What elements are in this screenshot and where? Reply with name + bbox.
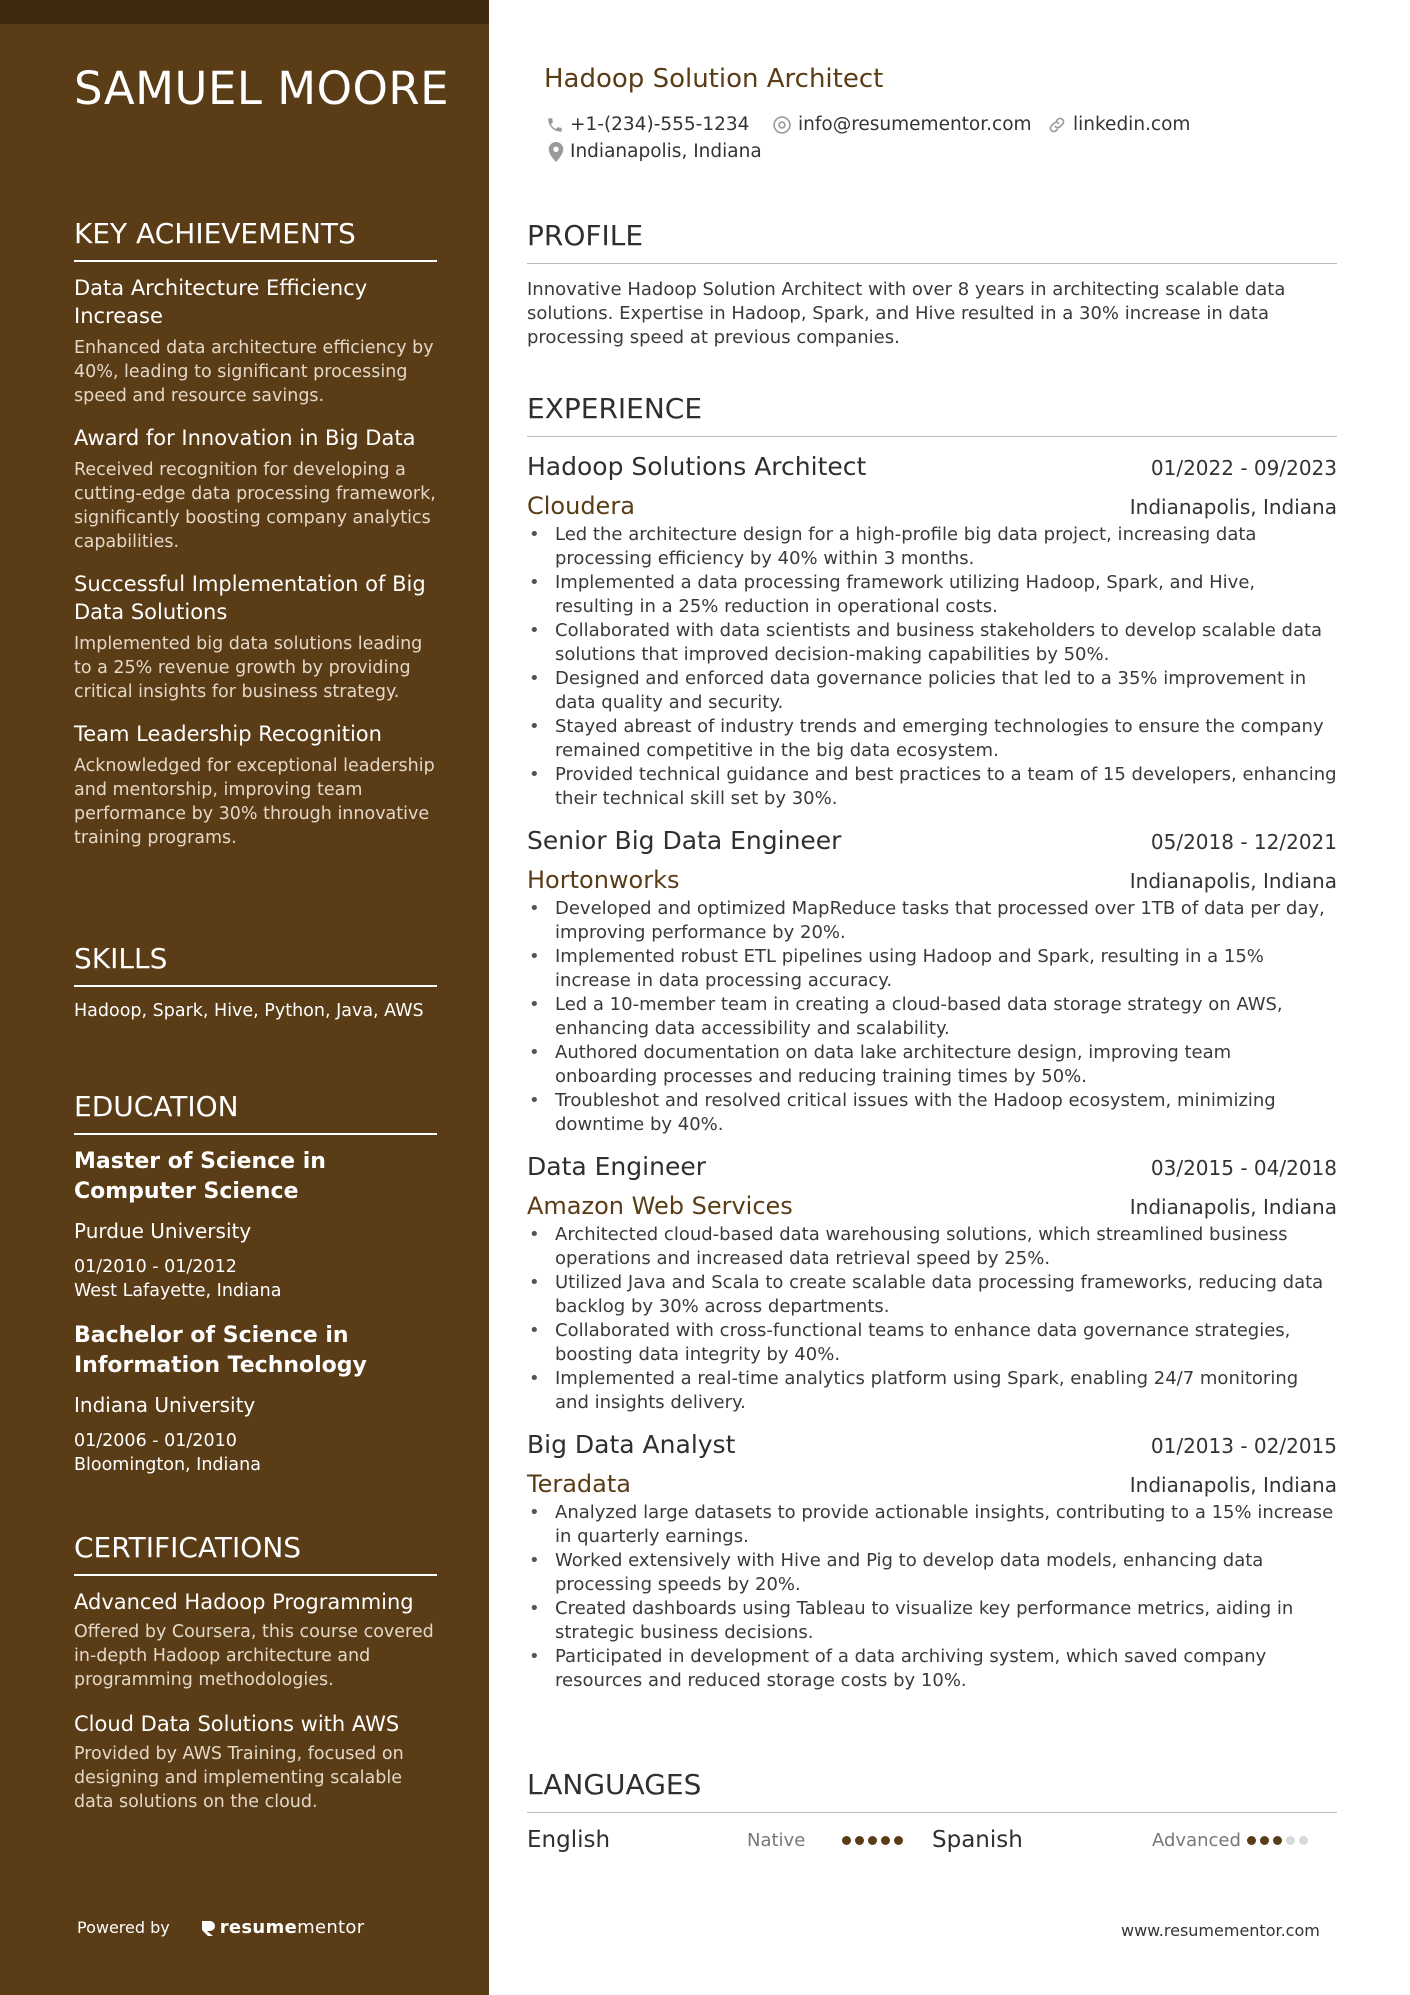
education-list: [74, 1147, 437, 1477]
certification-item: [74, 1588, 437, 1692]
job-bullet: • Designed and enforced data governance policies that led to a 35% improvement in data quality and security.: [527, 667, 1337, 715]
language-rating: [842, 1836, 903, 1845]
education-dates: 01/2006 - 01/2010: [74, 1431, 237, 1451]
job-bullet: • Worked extensively with Hive and Pig to develop data models, enhancing data processing speeds by 20%.: [527, 1549, 1337, 1597]
job-role-title: Hadoop Solution Architect: [544, 64, 884, 94]
job-header: [527, 825, 1337, 857]
contact-location: [548, 141, 762, 162]
location-pin-icon: [548, 142, 564, 162]
language-level: Native: [747, 1829, 806, 1851]
job-bullet: • Collaborated with cross-functional teams to enhance data governance strategies, boosting data integrity by 40%.: [527, 1319, 1337, 1367]
education-meta: [74, 1429, 437, 1477]
achievement-title: Award for Innovation in Big Data: [74, 426, 416, 450]
job-subheader: [527, 1191, 1337, 1221]
job-title: Hadoop Solutions Architect: [527, 452, 867, 481]
languages-list: [527, 1827, 1337, 1853]
job-company: Hortonworks: [527, 866, 680, 894]
job-entry: [527, 825, 1337, 1137]
certifications-heading: CERTIFICATIONS: [74, 1534, 437, 1576]
achievements-list: [74, 274, 437, 850]
job-bullet: • Implemented robust ETL pipelines using Hadoop and Spark, resulting in a 15% increase in data processing accuracy.: [527, 945, 1337, 993]
job-location: Indianapolis, Indiana: [1129, 869, 1337, 893]
contact-phone[interactable]: [546, 114, 749, 135]
rating-dot-icon: [868, 1836, 877, 1845]
brand-light: mentor: [297, 1917, 365, 1938]
certification-title: Cloud Data Solutions with AWS: [74, 1712, 400, 1736]
certifications-section: [74, 1531, 437, 1832]
job-bullet: • Authored documentation on data lake architecture design, improving team onboarding processes and reducing training times by 50%.: [527, 1041, 1337, 1089]
achievement-description: Acknowledged for exceptional leadership and mentorship, improving team performance by 30% through innovative training programs.: [74, 756, 435, 848]
achievement-item: [74, 570, 437, 704]
job-location: Indianapolis, Indiana: [1129, 495, 1337, 519]
certification-description: Offered by Coursera, this course covered in-depth Hadoop architecture and programming methodologies.: [74, 1622, 434, 1690]
job-company: Teradata: [527, 1470, 631, 1498]
key-achievements-heading: KEY ACHIEVEMENTS: [74, 220, 437, 262]
rating-dot-icon: [881, 1836, 890, 1845]
rating-dot-icon: [894, 1836, 903, 1845]
certification-description: Provided by AWS Training, focused on designing and implementing scalable data solutions on the cloud.: [74, 1744, 404, 1812]
education-school: Indiana University: [74, 1393, 256, 1417]
job-bullets: [527, 897, 1337, 1137]
rating-dot-icon: [855, 1836, 864, 1845]
job-bullet: • Analyzed large datasets to provide actionable insights, contributing to a 15% increase in quarterly earnings.: [527, 1501, 1337, 1549]
language-rating: [1247, 1836, 1308, 1845]
powered-by-label: Powered by: [77, 1918, 170, 1937]
job-title: Big Data Analyst: [527, 1430, 736, 1459]
achievement-description: Implemented big data solutions leading to a 25% revenue growth by providing critical insights for business strategy.: [74, 634, 423, 702]
certification-item: [74, 1710, 437, 1814]
powered-by: [77, 1917, 364, 1938]
rating-dot-icon: [1299, 1836, 1308, 1845]
certification-title: Advanced Hadoop Programming: [74, 1590, 414, 1614]
jobs-list: [527, 451, 1337, 1693]
skills-heading: SKILLS: [74, 945, 437, 987]
achievement-item: [74, 424, 437, 554]
email-text: info@resumementor.com: [798, 114, 1032, 135]
skills-section: [74, 942, 437, 1023]
job-bullet: • Led a 10-member team in creating a cloud-based data storage strategy on AWS, enhancing data accessibility and scalability.: [527, 993, 1337, 1041]
job-subheader: [527, 865, 1337, 895]
education-dates: 01/2010 - 01/2012: [74, 1257, 237, 1277]
education-item: [74, 1321, 437, 1477]
job-entry: [527, 1429, 1337, 1693]
job-bullet: • Utilized Java and Scala to create scalable data processing frameworks, reducing data backlog by 30% across departments.: [527, 1271, 1337, 1319]
job-dates: 03/2015 - 04/2018: [1150, 1156, 1337, 1180]
candidate-name: SAMUEL MOORE: [74, 62, 450, 115]
job-company: Cloudera: [527, 492, 635, 520]
job-entry: [527, 1151, 1337, 1415]
sidebar: [0, 0, 489, 1995]
education-school: Purdue University: [74, 1219, 252, 1243]
languages-heading: LANGUAGES: [527, 1771, 1337, 1813]
sidebar-top-bar: [0, 0, 489, 24]
contact-linkedin[interactable]: [1047, 114, 1190, 135]
achievement-item: [74, 274, 437, 408]
profile-heading: PROFILE: [527, 222, 1337, 264]
education-section: [74, 1090, 437, 1495]
job-bullets: [527, 1223, 1337, 1415]
job-header: [527, 451, 1337, 483]
education-location: West Lafayette, Indiana: [74, 1281, 282, 1301]
rating-dot-icon: [1260, 1836, 1269, 1845]
job-bullet: • Troubleshot and resolved critical issues with the Hadoop ecosystem, minimizing downtime by 40%.: [527, 1089, 1337, 1137]
rating-dot-icon: [1247, 1836, 1256, 1845]
job-dates: 01/2013 - 02/2015: [1150, 1434, 1337, 1458]
job-bullet: • Participated in development of a data archiving system, which saved company resources and reduced storage costs by 10%.: [527, 1645, 1337, 1693]
footer-url[interactable]: www.resumementor.com: [1121, 1921, 1320, 1940]
at-sign-icon: [772, 115, 792, 135]
experience-section: [527, 392, 1337, 1707]
phone-text: +1-(234)-555-1234: [570, 114, 750, 135]
achievement-description: Enhanced data architecture efficiency by 40%, leading to significant processing speed and resource savings.: [74, 338, 434, 406]
job-bullet: • Architected cloud-based data warehousing solutions, which streamlined business operations and increased data retrieval speed by 25%.: [527, 1223, 1337, 1271]
certifications-list: [74, 1588, 437, 1814]
job-bullet: • Created dashboards using Tableau to visualize key performance metrics, aiding in strategic business decisions.: [527, 1597, 1337, 1645]
location-text: Indianapolis, Indiana: [570, 141, 762, 162]
job-bullet: • Implemented a real-time analytics platform using Spark, enabling 24/7 monitoring and insights delivery.: [527, 1367, 1337, 1415]
education-item: [74, 1147, 437, 1303]
profile-section: [527, 219, 1337, 350]
contact-email[interactable]: [772, 114, 1032, 135]
profile-text: Innovative Hadoop Solution Architect with over 8 years in architecting scalable data solutions. Expertise in Hadoop, Spark, and Hive resulted in a 30% increase in data processing speed at previous companies.: [527, 279, 1286, 348]
language-name: English: [527, 1827, 611, 1853]
language-level: Advanced: [1152, 1829, 1241, 1851]
job-bullet: • Developed and optimized MapReduce tasks that processed over 1TB of data per day, improving performance by 20%.: [527, 897, 1337, 945]
education-degree: Bachelor of Science in Information Technology: [74, 1323, 367, 1378]
job-title: Senior Big Data Engineer: [527, 826, 842, 855]
job-location: Indianapolis, Indiana: [1129, 1473, 1337, 1497]
resumementor-logo[interactable]: [200, 1917, 365, 1938]
rating-dot-icon: [1286, 1836, 1295, 1845]
job-header: [527, 1151, 1337, 1183]
job-bullet: • Led the architecture design for a high-profile big data project, increasing data processing efficiency by 40% within 3 months.: [527, 523, 1337, 571]
experience-heading: EXPERIENCE: [527, 395, 1337, 437]
job-header: [527, 1429, 1337, 1461]
rating-dot-icon: [842, 1836, 851, 1845]
job-title: Data Engineer: [527, 1152, 706, 1181]
link-icon: [1047, 115, 1067, 135]
job-dates: 05/2018 - 12/2021: [1150, 830, 1337, 854]
job-bullets: [527, 523, 1337, 811]
education-heading: EDUCATION: [74, 1093, 437, 1135]
job-subheader: [527, 491, 1337, 521]
language-item: [527, 1827, 932, 1853]
languages-section: [527, 1768, 1337, 1853]
education-location: Bloomington, Indiana: [74, 1455, 261, 1475]
job-subheader: [527, 1469, 1337, 1499]
education-meta: [74, 1255, 437, 1303]
job-company: Amazon Web Services: [527, 1192, 793, 1220]
linkedin-text: linkedin.com: [1073, 114, 1191, 135]
language-name: Spanish: [932, 1827, 1023, 1853]
skills-list: Hadoop, Spark, Hive, Python, Java, AWS: [74, 1001, 424, 1021]
achievement-title: Team Leadership Recognition: [74, 722, 382, 746]
achievement-description: Received recognition for developing a cutting-edge data processing framework, significantly boosting company analytics capabilities.: [74, 460, 436, 552]
job-bullets: [527, 1501, 1337, 1693]
resumementor-logo-icon: [200, 1919, 216, 1937]
rating-dot-icon: [1273, 1836, 1282, 1845]
job-entry: [527, 451, 1337, 811]
job-bullet: • Stayed abreast of industry trends and emerging technologies to ensure the company remained competitive in the big data ecosystem.: [527, 715, 1337, 763]
language-item: [932, 1827, 1337, 1853]
job-dates: 01/2022 - 09/2023: [1150, 456, 1337, 480]
brand-bold: resume: [219, 1917, 298, 1938]
education-degree: Master of Science in Computer Science: [74, 1149, 326, 1204]
achievement-title: Data Architecture Efficiency Increase: [74, 276, 368, 328]
key-achievements-section: [74, 217, 437, 866]
achievement-item: [74, 720, 437, 850]
phone-icon: [546, 116, 564, 134]
achievement-title: Successful Implementation of Big Data Solutions: [74, 572, 426, 624]
job-bullet: • Implemented a data processing framework utilizing Hadoop, Spark, and Hive, resulting in a 25% reduction in operational costs.: [527, 571, 1337, 619]
job-bullet: • Collaborated with data scientists and business stakeholders to develop scalable data solutions that improved decision-making capabilities by 50%.: [527, 619, 1337, 667]
job-bullet: • Provided technical guidance and best practices to a team of 15 developers, enhancing their technical skill set by 30%.: [527, 763, 1337, 811]
job-location: Indianapolis, Indiana: [1129, 1195, 1337, 1219]
